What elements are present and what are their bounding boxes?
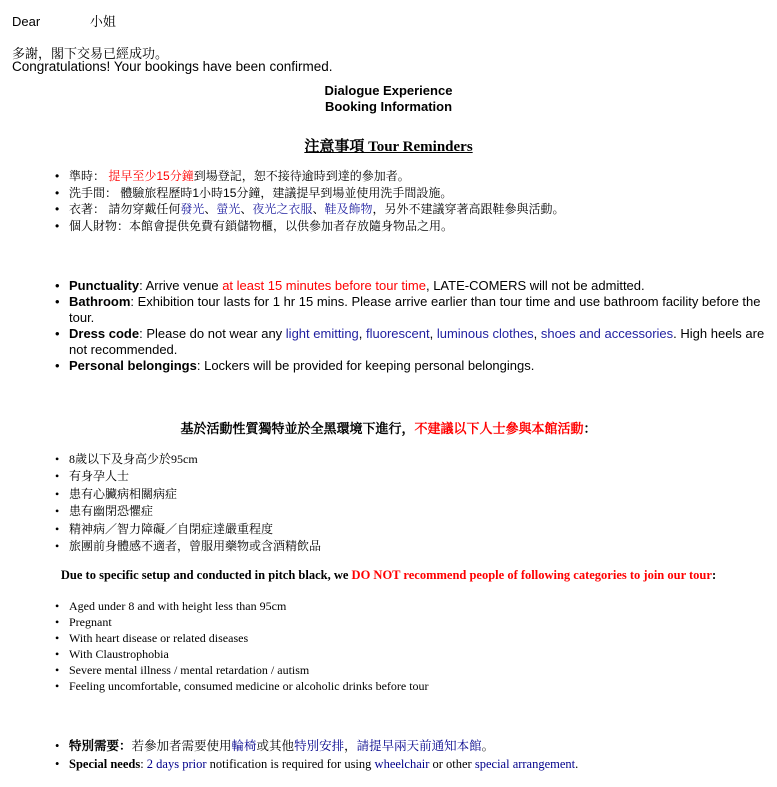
list-item: • With heart disease or related diseases xyxy=(55,630,429,646)
list-item: • 衣著： 請勿穿戴任何發光、螢光、夜光之衣服、鞋及飾物，另外不建議穿著高跟鞋參與活動。 xyxy=(55,201,564,218)
en-reminders-list xyxy=(55,278,765,374)
list-item: • Aged under 8 and with height less than 95cm xyxy=(55,598,429,614)
notice-zh: 基於活動性質獨特並於全黑環境下進行，不建議以下人士參與本館活動： xyxy=(180,421,597,436)
list-item: • Punctuality: Arrive venue at least 15 minutes before tour time, LATE-COMERS will not be admitted. xyxy=(55,278,765,294)
page-title xyxy=(0,83,777,115)
greeting-dear: Dear xyxy=(12,14,41,29)
reminder-label: Dress code xyxy=(69,326,140,341)
title-line-1: Dialogue Experience xyxy=(324,83,453,98)
special-needs-label: 特別需要： xyxy=(69,739,132,753)
list-item: • Pregnant xyxy=(55,614,429,630)
reminder-label: 準時： xyxy=(69,169,106,183)
reminder-label: 個人財物： xyxy=(69,218,130,233)
categories-en-list xyxy=(55,598,429,694)
thanks-message-zh: 多謝，閣下交易已經成功。 xyxy=(12,46,169,61)
list-item: • 洗手間： 體驗旅程歷時1小時15分鐘，建議提早到場並使用洗手間設施。 xyxy=(55,185,564,202)
title-line-2: Booking Information xyxy=(324,99,453,114)
reminder-label: Bathroom xyxy=(69,294,131,309)
list-item: • Feeling uncomfortable, consumed medicine or alcoholic drinks before tour xyxy=(55,678,429,694)
zh-reminders-list xyxy=(55,168,564,234)
special-needs-zh xyxy=(55,738,494,755)
highlight-text: at least 15 minutes before tour time xyxy=(222,278,426,293)
reminders-heading: 注意事項 Tour Reminders xyxy=(304,139,473,155)
list-item: • 患有心臟病相關病症 xyxy=(55,486,321,503)
categories-zh-list xyxy=(55,451,321,555)
reminder-label: Personal belongings xyxy=(69,358,197,373)
greeting xyxy=(12,11,116,30)
reminder-label: 衣著： xyxy=(69,202,106,216)
list-item: • 8歲以下及身高少於95cm xyxy=(55,451,321,468)
list-item: • With Claustrophobia xyxy=(55,646,429,662)
special-needs-en xyxy=(55,756,578,773)
list-item: • Special needs: 2 days prior notification is required for using wheelchair or other special arrangement. xyxy=(55,756,578,773)
thanks-message-en: Congratulations! Your bookings have been confirmed. xyxy=(12,59,333,74)
list-item: • Severe mental illness / mental retardation / autism xyxy=(55,662,429,678)
list-item: • 患有幽閉恐懼症 xyxy=(55,503,321,520)
notice-en: Due to specific setup and conducted in pitch black, we DO NOT recommend people of following categories to join our tour: xyxy=(60,568,717,582)
list-item: • 準時： 提早至少15分鐘到場登記，恕不接待逾時到達的參加者。 xyxy=(55,168,564,185)
list-item: • Bathroom: Exhibition tour lasts for 1 hr 15 mins. Please arrive earlier than tour time and use bathroom facility before the tour. xyxy=(55,294,765,326)
list-item: • Personal belongings: Lockers will be provided for keeping personal belongings. xyxy=(55,358,765,374)
list-item: • 精神病／智力障礙／自閉症達嚴重程度 xyxy=(55,521,321,538)
list-item: • 特別需要：若參加者需要使用輪椅或其他特別安排，請提早兩天前通知本館。 xyxy=(55,738,494,755)
list-item: • 有身孕人士 xyxy=(55,468,321,485)
list-item: • 旅團前身體感不適者，曾服用藥物或含酒精飲品 xyxy=(55,538,321,555)
list-item: • 個人財物：本館會提供免費有鎖儲物櫃，以供參加者存放隨身物品之用。 xyxy=(55,218,564,235)
greeting-title: 小姐 xyxy=(89,14,116,29)
list-item: • Dress code: Please do not wear any light emitting, fluorescent, luminous clothes, shoes and accessories. High heels are not recommended. xyxy=(55,326,765,358)
highlight-text: 提早至少15分鐘 xyxy=(108,169,194,183)
notice-emphasis: 不建議以下人士參與本館活動 xyxy=(414,421,584,436)
special-needs-label: Special needs xyxy=(69,757,141,771)
reminder-label: Punctuality xyxy=(69,278,140,293)
reminder-label: 洗手間： xyxy=(69,185,118,200)
notice-emphasis: DO NOT recommend people of following categories to join our tour xyxy=(351,568,712,582)
